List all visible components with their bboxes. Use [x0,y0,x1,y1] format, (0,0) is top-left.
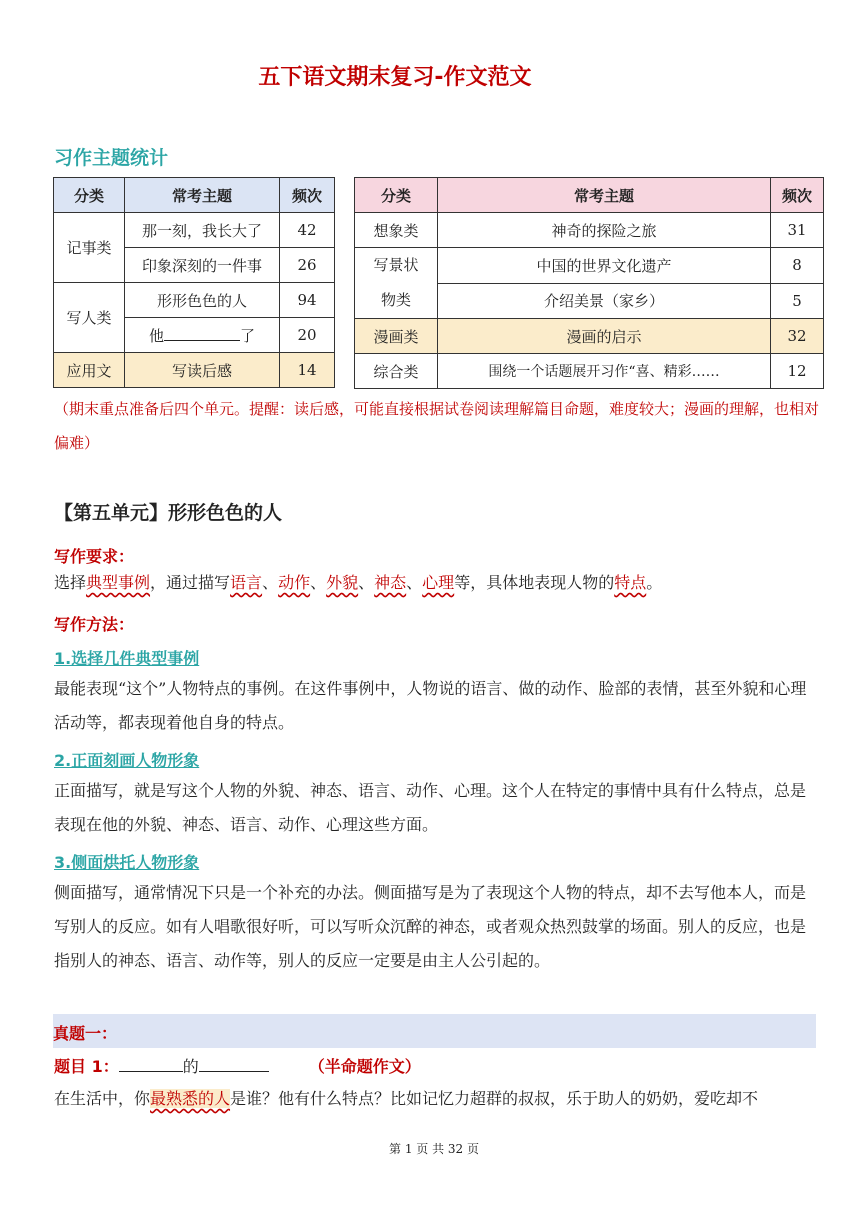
category-line: 物类 [380,291,411,309]
real-question-bar [53,1014,816,1048]
table-row [54,353,335,388]
text-run: 选择 [54,573,87,592]
category-line: 写景状 [373,256,419,274]
category-cell: 应用文 [54,353,125,388]
highlighted-phrase: 最熟悉的人 [150,1089,231,1108]
col-header-category: 分类 [54,178,125,213]
topic-cell: 漫画的启示 [438,319,771,354]
text-run: 是谁？他有什么特点？比如记忆力超群的叔叔，乐于助人的奶奶，爱吃却不 [230,1089,759,1108]
table-row [54,213,335,248]
frequency-cell: 42 [280,213,335,248]
keyword: 动作 [278,573,311,592]
keyword: 语言 [230,573,263,592]
category-cell: 想象类 [355,213,438,248]
requirement-text [54,566,820,600]
unit-title: 【第五单元】形形色色的人 [54,502,283,524]
text-run: ，通过描写 [150,573,231,592]
method-heading: 3.侧面烘托人物形象 [54,853,200,872]
section-heading-topic-stats: 习作主题统计 [54,147,169,169]
keyword: 心理 [422,573,455,592]
prompt-middle: 的 [182,1057,199,1076]
table-row [355,354,824,389]
frequency-cell: 94 [280,283,335,318]
table-row [355,213,824,248]
topic-cell: 围绕一个话题展开习作“喜、精彩…… [438,354,771,389]
category-cell: 综合类 [355,354,438,389]
method-heading: 1.选择几件典型事例 [54,649,200,668]
frequency-cell: 5 [771,283,824,319]
keyword: 典型事例 [86,573,151,592]
method-body: 最能表现“这个”人物特点的事例。在这件事例中，人物说的语言、做的动作、脸部的表情，甚至外貌和心理活动等，都表现着他自身的特点。 [54,679,807,732]
text-run: 在生活中，你 [54,1089,151,1108]
frequency-cell: 20 [280,318,335,353]
topic-prefix: 他 [148,326,164,345]
topic-stats-table-left [53,177,335,388]
text-run: 。 [646,573,663,592]
topic-cell: 印象深刻的一件事 [125,248,280,283]
real-question-label: 真题一： [53,1024,118,1043]
col-header-category: 分类 [355,178,438,213]
prompt-text [54,1082,820,1116]
topic-cell-blank [125,318,280,353]
text-run: 、 [262,573,279,592]
prompt-type: （半命题作文） [308,1057,421,1076]
page-footer: 第 1 页 共 32 页 [389,1142,479,1156]
topic-cell: 那一刻，我长大了 [125,213,280,248]
keyword: 外貌 [326,573,359,592]
category-cell: 漫画类 [355,319,438,354]
method-body: 侧面描写，通常情况下只是一个补充的办法。侧面描写是为了表现这个人物的特点，却不去写他本人，而是写别人的反应。如有人唱歌很好听，可以写听众沉醉的神态，或者观众热烈鼓掌的场面。别人的反应，也是指别人的神态、语言、动作等，别人的反应一定要是由主人公引起的。 [54,883,807,970]
page-title: 五下语文期末复习-作文范文 [258,65,532,90]
fill-blank-line [164,326,240,341]
review-note: （期末重点准备后四个单元。提醒：读后感，可能直接根据试卷阅读理解篇目命题，难度较大；漫画的理解，也相对偏难） [54,400,820,452]
keyword: 神态 [374,573,407,592]
frequency-cell: 31 [771,213,824,248]
table-row [355,319,824,354]
frequency-cell: 14 [280,353,335,388]
topic-cell: 神奇的探险之旅 [438,213,771,248]
fill-blank-line [199,1057,269,1072]
category-cell: 写人类 [54,283,125,353]
text-run: 等，具体地表现人物的 [454,573,615,592]
topic-cell: 介绍美景（家乡） [438,283,771,319]
prompt-label: 题目 1： [54,1057,119,1076]
col-header-frequency: 频次 [771,178,824,213]
topic-stats-table-right [354,177,824,389]
category-cell [355,248,438,319]
col-header-topic: 常考主题 [125,178,280,213]
topic-suffix: 了 [240,326,256,345]
method-body: 正面描写，就是写这个人物的外貌、神态、语言、动作、心理。这个人在特定的事情中具有什么特点，总是表现在他的外貌、神态、语言、动作、心理这些方面。 [54,781,807,834]
method-label: 写作方法： [54,615,135,634]
text-run: 、 [358,573,375,592]
keyword: 特点 [614,573,647,592]
col-header-topic: 常考主题 [438,178,771,213]
frequency-cell: 32 [771,319,824,354]
frequency-cell: 26 [280,248,335,283]
text-run: 、 [406,573,423,592]
method-heading: 2.正面刻画人物形象 [54,751,200,770]
topic-cell: 形形色色的人 [125,283,280,318]
frequency-cell: 8 [771,248,824,284]
table-row [54,283,335,318]
category-cell: 记事类 [54,213,125,283]
table-row [355,248,824,284]
prompt-title [54,1054,421,1077]
frequency-cell: 12 [771,354,824,389]
col-header-frequency: 频次 [280,178,335,213]
topic-cell: 写读后感 [125,353,280,388]
text-run: 、 [310,573,327,592]
topic-cell: 中国的世界文化遗产 [438,248,771,284]
requirement-label: 写作要求： [54,547,135,566]
fill-blank-line [119,1057,183,1072]
